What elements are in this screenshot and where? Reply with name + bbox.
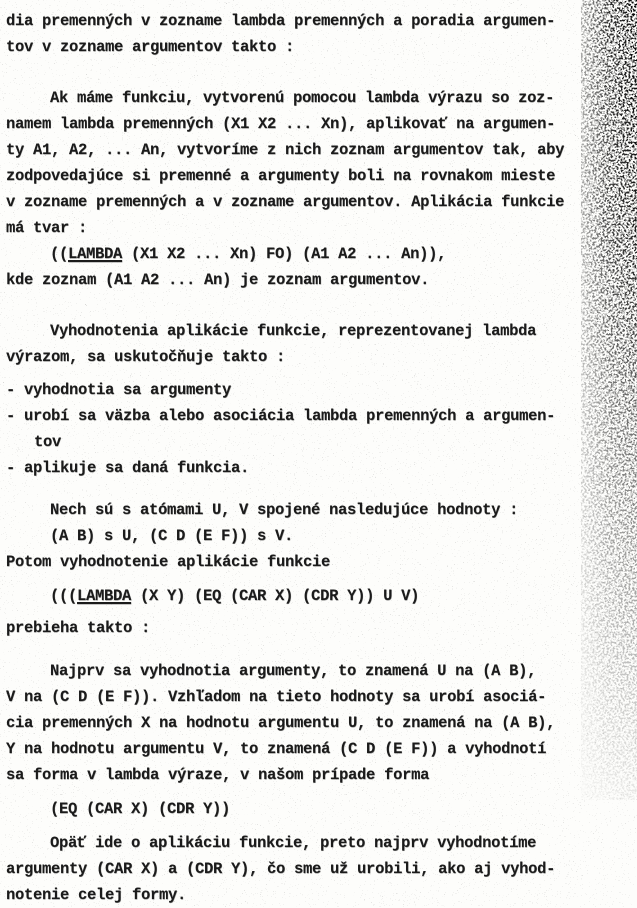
code-text: (X Y) (EQ (CAR X) (CDR Y)) U V)	[131, 587, 420, 605]
text-line: notenie celej formy.	[6, 886, 187, 904]
code-text: (((	[50, 587, 78, 605]
lambda-keyword: LAMBDA	[77, 587, 132, 605]
intro-continuation	[6, 8, 637, 60]
text-line: Vyhodnotenia aplikácie funkcie, reprezentovanej lambda	[50, 322, 537, 340]
text-line: Potom vyhodnotenie aplikácie funkcie	[6, 553, 331, 571]
line-prebieha	[6, 615, 637, 641]
text-line: v zozname premenných a v zozname argumentov. Aplikácia funkcie	[6, 193, 565, 211]
paragraph-evaluation	[6, 318, 637, 370]
list-item: - urobí sa väzba alebo asociácia lambda premenných a argumen-	[6, 407, 556, 425]
code-lambda-application-form	[6, 241, 637, 267]
code-text: ((	[50, 245, 69, 263]
text-line: Opäť ide o aplikáciu funkcie, preto najprv vyhodnotíme	[50, 834, 537, 852]
text-line: zodpovedajúce si premenné a argumenty boli na rovnakom mieste	[6, 167, 556, 185]
text-line: kde zoznam (A1 A2 ... An) je zoznam argumentov.	[6, 271, 430, 289]
text-line: má tvar :	[6, 219, 88, 237]
text-line: namem lambda premenných (X1 X2 ... Xn), aplikovať na argumen-	[6, 115, 556, 133]
text-line: výrazom, sa uskutočňuje takto :	[6, 348, 286, 366]
text-line: cia premenných X na hodnotu argumentu U, to znamená na (A B),	[6, 714, 556, 732]
text-line: Najprv sa vyhodnotia argumenty, to znamená U na (A B),	[50, 662, 537, 680]
paragraph-function-application	[6, 85, 637, 241]
text-line: (A B) s U, (C D (E F)) s V.	[50, 527, 294, 545]
code-text: (X1 X2 ... Xn) FO) (A1 A2 ... An)),	[122, 245, 447, 263]
note-argument-list	[6, 267, 637, 293]
text-line: dia premenných v zozname lambda premenných a poradia argumen-	[6, 12, 556, 30]
text-line: sa forma v lambda výraze, v našom prípade forma	[6, 766, 430, 784]
text-line: prebieha takto :	[6, 619, 151, 637]
text-line: argumenty (CAR X) a (CDR Y), čo sme už urobili, ako aj vyhod-	[6, 860, 556, 878]
paragraph-atoms-values	[6, 497, 637, 523]
text-line: Nech sú s atómami U, V spojené nasledujúce hodnoty :	[50, 501, 519, 519]
list-item-continuation: tov	[34, 433, 62, 451]
text-line: ty A1, A2, ... An, vytvoríme z nich zoznam argumentov tak, aby	[6, 141, 565, 159]
code-text: (EQ (CAR X) (CDR Y))	[50, 800, 231, 818]
code-eq-form	[6, 796, 637, 822]
code-lambda-example	[6, 583, 637, 609]
text-line: tov v zozname argumentov takto :	[6, 38, 295, 56]
text-line: Ak máme funkciu, vytvorenú pomocou lambda výrazu so zoz-	[50, 89, 555, 107]
lambda-keyword: LAMBDA	[68, 245, 123, 263]
paragraph-opat	[6, 830, 637, 908]
evaluation-steps-list	[6, 377, 637, 481]
values-line	[6, 523, 637, 549]
list-item: - aplikuje sa daná funkcia.	[6, 459, 250, 477]
text-line: Y na hodnotu argumentu V, to znamená (C D (E F)) a vyhodnotí	[6, 740, 547, 758]
list-item: - vyhodnotia sa argumenty	[6, 381, 232, 399]
paragraph-najprv	[6, 658, 637, 788]
line-potom	[6, 549, 637, 575]
text-line: V na (C D (E F)). Vzhľadom na tieto hodnoty sa urobí asociá-	[6, 688, 547, 706]
